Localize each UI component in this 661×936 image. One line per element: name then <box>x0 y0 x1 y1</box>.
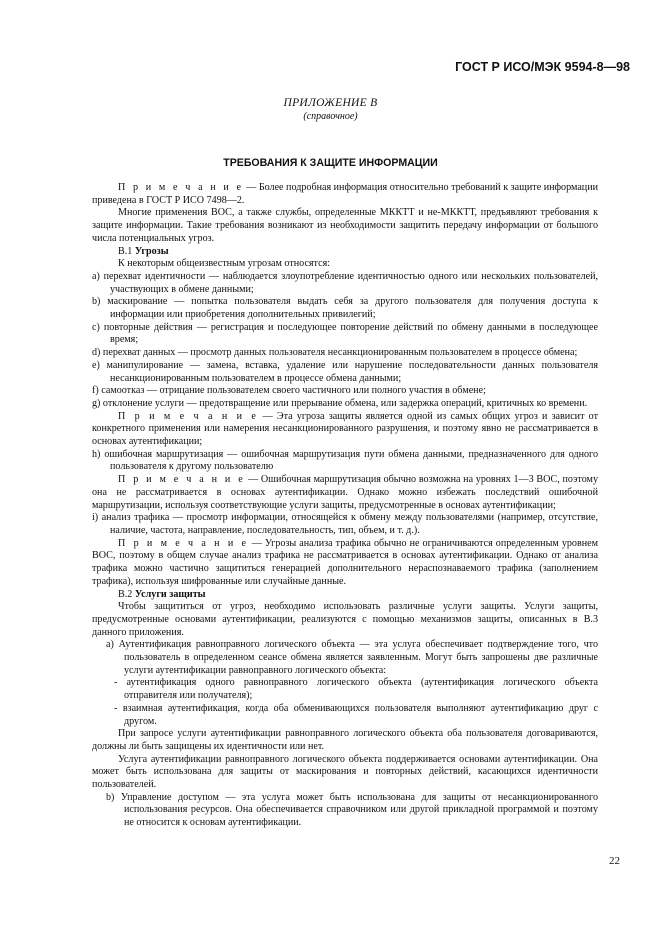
list-item: a) перехват идентичности — наблюдается злоупотребление идентичностью одного или нескольких пользователей, участвующих в обмене данными; <box>92 270 598 295</box>
paragraph: Услуга аутентификации равноправного логического объекта поддерживается основами аутентификации. Она может быть использована для защиты от маскирования и повторных действий, касающихся идентичности пользователей. <box>92 753 598 791</box>
note-paragraph: П р и м е ч а н и е — Ошибочная маршрутизация обычно возможна на уровнях 1—3 ВОС, поэтому она не рассматривается в основах аутентификации. Однако можно избежать последствий ошибочной маршрутизации, используя соответствующие услуги защиты, предусмотренные в основах аутентификации; <box>92 474 598 511</box>
list-item: e) манипулирование — замена, вставка, удаление или нарушение последовательности данных пользователя несанкционированным пользователем в процессе обмена данными; <box>92 359 598 384</box>
note-label: П р и м е ч а н и е <box>118 474 246 486</box>
list-item: b) маскирование — попытка пользователя выдать себя за другого пользователя для получения доступа к информации или приобретения дополнительных привилегий; <box>92 296 598 321</box>
section-title: ТРЕБОВАНИЯ К ЗАЩИТЕ ИНФОРМАЦИИ <box>223 157 438 169</box>
document-body <box>92 182 598 830</box>
note-label: П р и м е ч а н и е <box>118 410 259 422</box>
list-item: b) Управление доступом — эта услуга может быть использована для защиты от несанкционированного использования ресурсов. Она обеспечивается справочником или другой прикладной программой и поэтому не относится к основам аутентификации. <box>106 791 598 829</box>
paragraph: К некоторым общеизвестным угрозам относятся: <box>118 258 331 270</box>
list-item: i) анализ трафика — просмотр информации, относящейся к обмену между пользователями (например, отсутствие, наличие, частота, направление, последовательность, тип, объем, и т. д.). <box>92 512 598 536</box>
subsection-heading: В.2 Услуги защиты <box>118 588 206 600</box>
list-item: c) повторные действия — регистрация и последующее повторение действий по обмену данными в последующее время; <box>92 321 598 346</box>
note-label: П р и м е ч а н и е <box>118 537 249 549</box>
list-item: а) Аутентификация равноправного логического объекта — эта услуга обеспечивает подтверждение того, что пользователь в определенном сеансе обмена является заявленным. Могут быть запрошены две различные услуги аутентификации равноправного логического объекта: <box>106 639 598 676</box>
paragraph: Чтобы защититься от угроз, необходимо использовать различные услуги защиты. Услуги защиты, предусмотренные основами аутентификации, реализуются с помощью механизмов защиты, описанных в В.3 данного приложения. <box>92 601 598 638</box>
list-item: g) отклонение услуги — предотвращение или прерывание обмена, или задержка операций, критичных ко времени. <box>92 397 588 409</box>
list-item: d) перехват данных — просмотр данных пользователя несанкционированным пользователем в процессе обмена; <box>92 347 578 359</box>
standard-code: ГОСТ Р ИСО/МЭК 9594-8—98 <box>455 60 630 74</box>
subsection-title: Угрозы <box>134 245 169 257</box>
list-item: h) ошибочная маршрутизация — ошибочная маршрутизация пути обмена данными, предназначенного для одного пользователя к другому пользователю <box>92 448 598 473</box>
note-paragraph: П р и м е ч а н и е — Более подробная информация относительно требований к защите информации приведена в ГОСТ Р ИСО 7498—2. <box>92 182 599 206</box>
paragraph: Многие применения ВОС, а также службы, определенные МККТТ и не-МККТТ, предъявляют требования к защите информации. Такие требования возникают из необходимости защитить передачу информации от большого числа потенциальных угроз. <box>92 207 598 244</box>
subsection-heading: В.1 Угрозы <box>118 245 169 257</box>
appendix-label: ПРИЛОЖЕНИЕ В <box>283 97 378 109</box>
paragraph: При запросе услуги аутентификации равноправного логического объекта оба пользователя договариваются, должны ли быть защищены их идентичности или нет. <box>92 728 598 752</box>
note-label: П р и м е ч а н и е <box>118 182 244 193</box>
list-item: f) самоотказ — отрицание пользователем своего частичного или полного участия в обмене; <box>92 385 486 397</box>
list-item: - аутентификация одного равноправного логического объекта (аутентификация логического объекта отправителя или получателя); <box>114 677 598 702</box>
list-item: - взаимная аутентификация, когда оба обменивающихся пользователя выполняют аутентификацию друг с другом. <box>114 702 598 727</box>
note-paragraph: П р и м е ч а н и е — Угрозы анализа трафика обычно не ограничиваются определенным уровнем ВОС, поэтому в общем случае анализ трафика не рассматривается в основах аутентификации. Однако от анализа трафика можно частично защититься генерацией дополнительного нераспознаваемого трафика (заполнением трафика), используя шифрованные или случайные данные. <box>92 537 599 587</box>
note-paragraph: П р и м е ч а н и е — Эта угроза защиты является одной из самых общих угроз и зависит от конкретного применения или намерения несанкционированного разрушения, и поэтому явно не рассматривается в основах аутентификации; <box>92 410 598 448</box>
page-number: 22 <box>609 855 620 867</box>
subsection-title: Услуги защиты <box>134 588 206 600</box>
appendix-type: (справочное) <box>303 111 358 122</box>
